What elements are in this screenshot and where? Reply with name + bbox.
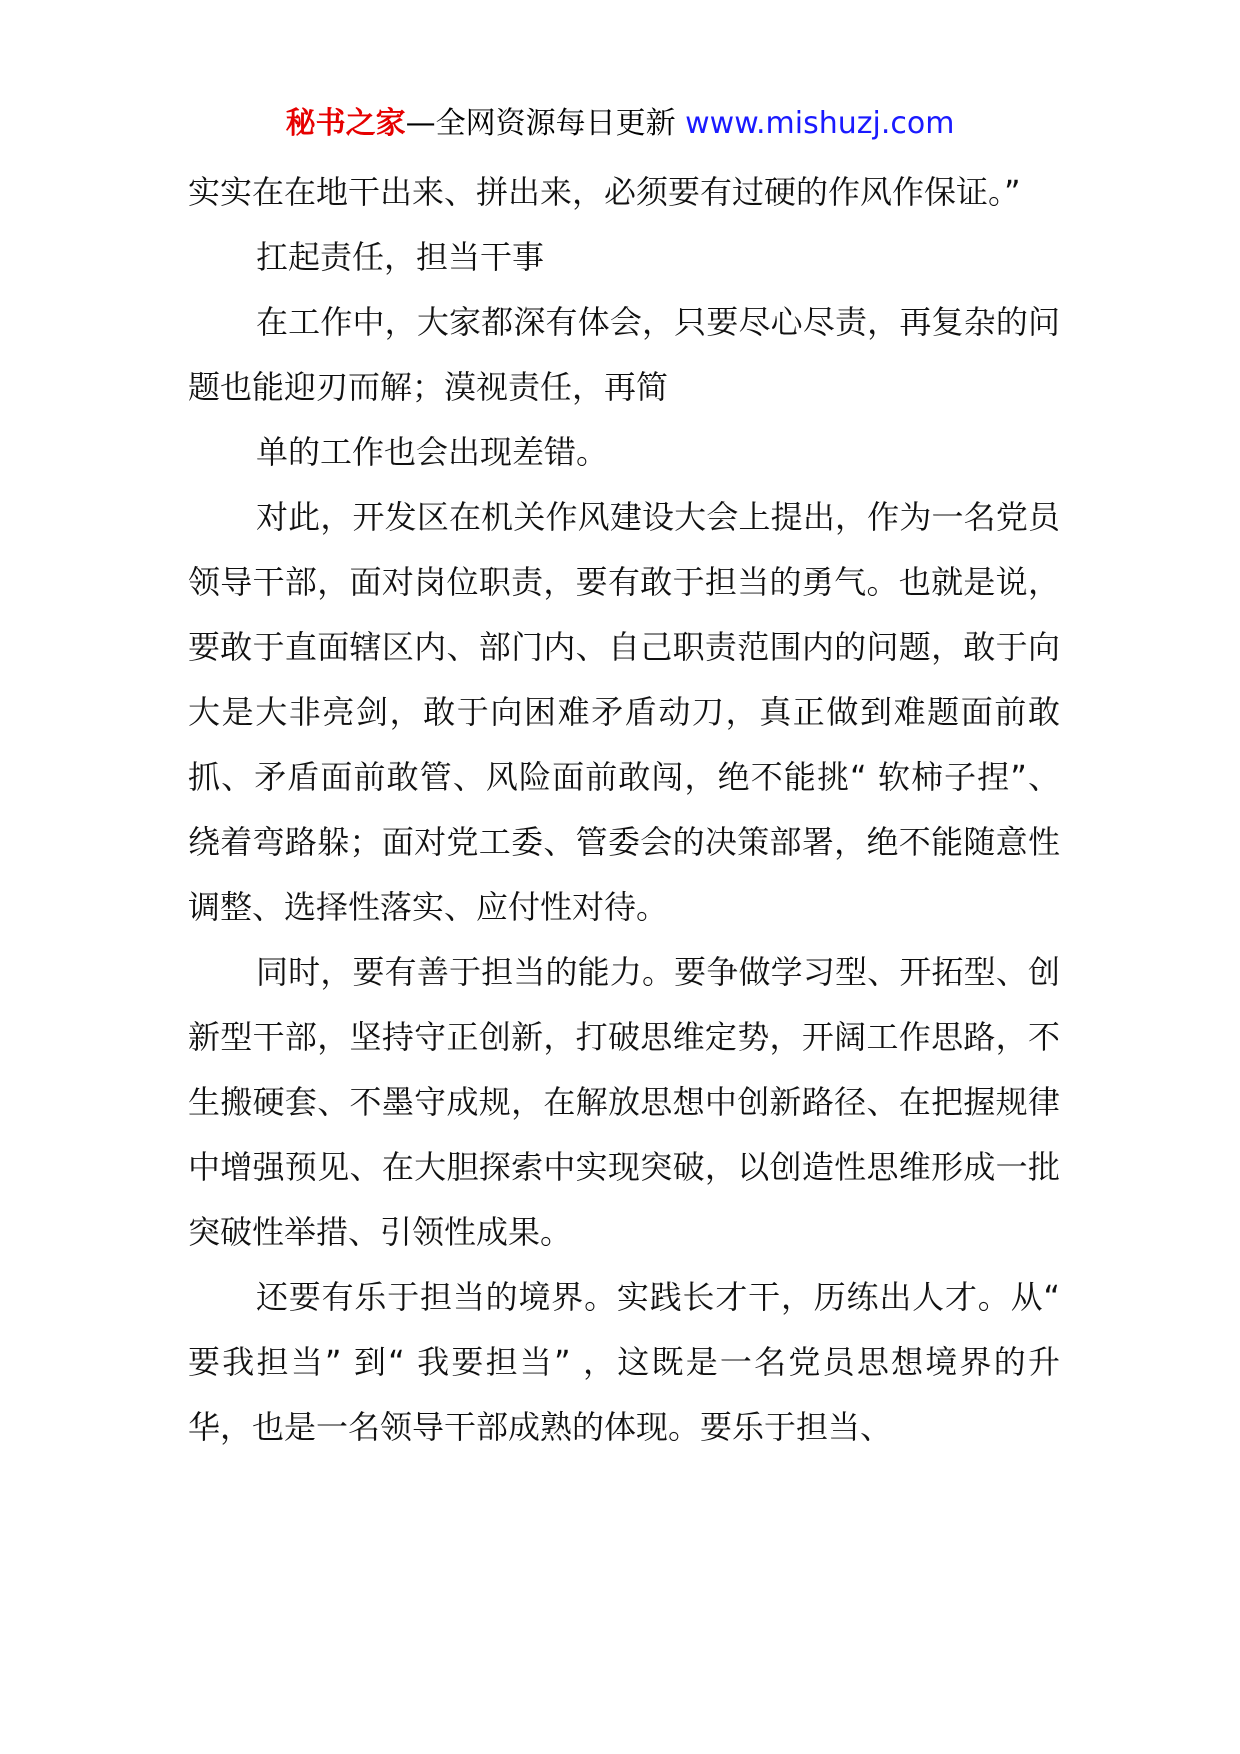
brand-name: 秘书之家 [285,106,406,141]
paragraph-4: 对此，开发区在机关作风建设大会上提出，作为一名党员领导干部，面对岗位职责，要有敢于担当的勇气。也就是说，要敢于直面辖区内、部门内、自己职责范围内的问题，敢于向大是大非亮剑，敢于向困难矛盾动刀，真正做到难题面前敢抓、矛盾面前敢管、风险面前敢闯，绝不能挑“ 软柿子捏”、绕着弯路躲；面对党工委、管委会的决策部署，绝不能随意性调整、选择性落实、应付性对待。 [188,498,1060,926]
paragraph-1: 实实在在地干出来、拼出来，必须要有过硬的作风作保证。” [188,173,1021,211]
header-tagline: —全网资源每日更新 [405,106,676,141]
document-body [188,160,1060,1460]
section-heading: 扛起责任，担当干事 [256,238,545,276]
paragraph-5: 同时，要有善于担当的能力。要争做学习型、开拓型、创新型干部，坚持守正创新，打破思维定势，开阔工作思路，不生搬硬套、不墨守成规，在解放思想中创新路径、在把握规律中增强预见、在大胆探索中实现突破，以创造性思维形成一批突破性举措、引领性成果。 [188,953,1060,1251]
paragraph-6: 还要有乐于担当的境界。实践长才干，历练出人才。从“ 要我担当” 到“ 我要担当” ，这既是一名党员思想境界的升华，也是一名领导干部成熟的体现。要乐于担当、 [188,1278,1060,1446]
header-url-link[interactable]: www.mishuzj.com [685,106,955,141]
paragraph-3: 单的工作也会出现差错。 [256,433,609,471]
paragraph-2: 在工作中，大家都深有体会，只要尽心尽责，再复杂的问题也能迎刃而解；漠视责任，再简 [188,303,1060,406]
page-header [0,104,1240,144]
